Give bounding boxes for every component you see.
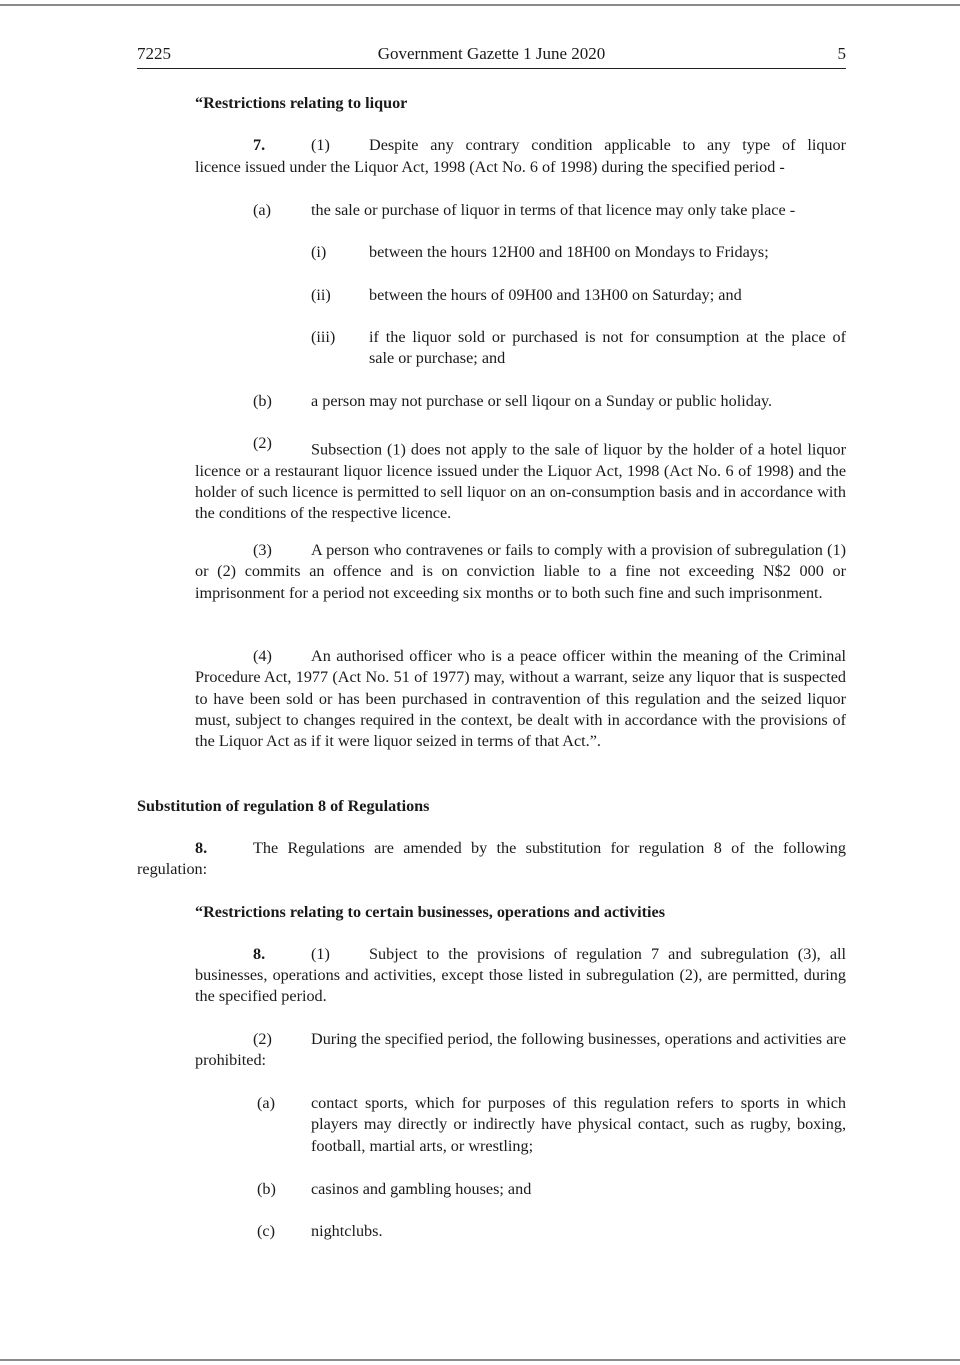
scan-bottom-edge <box>0 1359 960 1361</box>
reg8-p1-line1: Subject to the provisions of regulation 7 and subregulation (3), all <box>369 945 846 963</box>
reg7-p4-marker: (4) <box>253 647 272 665</box>
reg7-b-marker: (b) <box>253 392 272 410</box>
reg8-a-text: contact sports, which for purposes of this regulation refers to sports in which players may directly or indirectly have physical contact, such as rugby, boxing, football, martial arts, or wrestling; <box>311 1094 846 1155</box>
reg7-p2-marker-label: (2) <box>253 434 272 452</box>
reg7-p3 <box>195 540 846 604</box>
reg7-p4 <box>195 646 846 752</box>
reg8-p1-marker: (1) <box>311 945 330 963</box>
reg8-b-marker: (b) <box>257 1180 276 1198</box>
section8-number: 8. <box>195 839 208 857</box>
reg7-ii-marker: (ii) <box>311 286 331 304</box>
reg7-i-text: between the hours 12H00 and 18H00 on Mondays to Fridays; <box>369 243 769 261</box>
section8-heading: Substitution of regulation 8 of Regulations <box>137 797 430 815</box>
reg8-heading: “Restrictions relating to certain businesses, operations and activities <box>195 903 666 921</box>
reg8-b-text: casinos and gambling houses; and <box>311 1180 532 1198</box>
section8-line2: regulation: <box>137 860 208 878</box>
reg7-p2 <box>195 433 846 524</box>
reg8-p2-text: During the specified period, the following businesses, operations and activities are prohibited: <box>195 1030 846 1070</box>
gazette-title: Government Gazette 1 June 2020 <box>377 44 606 63</box>
reg7-p1-line2: licence issued under the Liquor Act, 1998 (Act No. 6 of 1998) during the specified period - <box>195 158 785 176</box>
reg8-p2-marker: (2) <box>253 1030 272 1048</box>
reg7-p3-text: A person who contravenes or fails to comply with a provision of subregulation (1) or (2) commits an offence and is on conviction liable to a fine not exceeding N$2 000 or imprisonment for a period not exceeding six months or to both such fine and such imprisonment. <box>195 541 846 602</box>
reg7-p1-line1: Despite any contrary condition applicable to any type of liquor <box>369 136 846 154</box>
reg7-iii-marker: (iii) <box>311 328 336 346</box>
page-header <box>137 44 846 69</box>
section8-line1: The Regulations are amended by the substitution for regulation 8 of the following <box>253 839 846 857</box>
reg7-p2-text: Subsection (1) does not apply to the sale of liquor by the holder of a hotel liquor licence or a restaurant liquor licence issued under the Liquor Act, 1998 (Act No. 6 of 1998) and the holder of such licence is permitted to sell liquor on an on-consumption basis and in accordance with the conditions of the respective licence. <box>195 440 846 523</box>
reg7-a-marker: (a) <box>253 201 271 219</box>
reg7-p3-marker: (3) <box>253 541 272 559</box>
reg7-a-text: the sale or purchase of liquor in terms of that licence may only take place - <box>311 201 796 219</box>
reg7-ii-text: between the hours of 09H00 and 13H00 on Saturday; and <box>369 286 742 304</box>
reg7-heading: “Restrictions relating to liquor <box>195 94 408 112</box>
reg7-p1-marker: (1) <box>311 136 330 154</box>
reg7-b-text: a person may not purchase or sell liqour on a Sunday or public holiday. <box>311 392 773 410</box>
reg7-iii-line1: if the liquor sold or purchased is not for consumption at the place of <box>369 328 846 346</box>
reg8-c-marker: (c) <box>257 1222 275 1240</box>
reg8-p1-rest: businesses, operations and activities, except those listed in subregulation (2), are permitted, during the specified period. <box>195 966 846 1006</box>
page-number: 5 <box>837 44 846 63</box>
reg8-c-text: nightclubs. <box>311 1222 383 1240</box>
reg8-p2 <box>195 1029 846 1072</box>
reg8-number: 8. <box>253 945 266 963</box>
reg7-p4-text: An authorised officer who is a peace officer within the meaning of the Criminal Procedure Act, 1977 (Act No. 51 of 1977) may, without a warrant, seize any liquor that is suspected to have been sold or has been purchased in contravention of this regulation and the seized liquor must, subject to changes required in the context, be dealt with in accordance with the provisions of the Liquor Act as if it were liquor seized in terms of that Act.”. <box>195 647 846 751</box>
reg7-iii-line2: sale or purchase; and <box>369 349 506 367</box>
reg7-number: 7. <box>253 136 266 154</box>
scan-top-edge <box>0 4 960 6</box>
reg7-i-marker: (i) <box>311 243 327 261</box>
gazette-number: 7225 <box>137 44 171 63</box>
reg8-a-marker: (a) <box>257 1094 275 1112</box>
